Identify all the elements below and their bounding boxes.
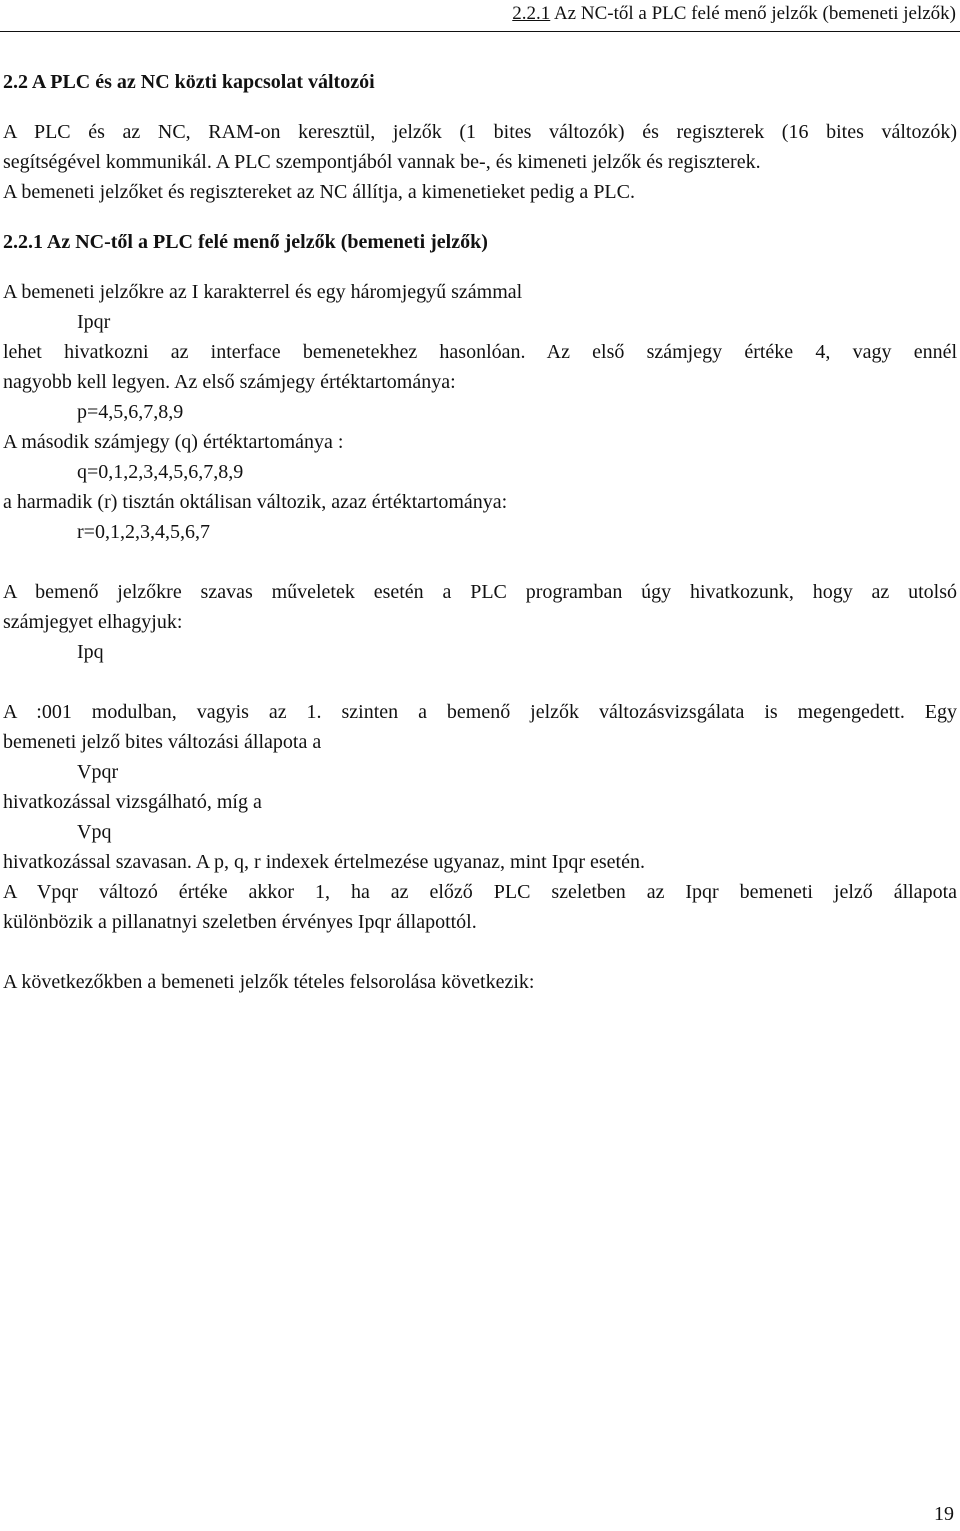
running-header-number: 2.2.1 (512, 3, 551, 24)
p-range: p=4,5,6,7,8,9 (77, 401, 184, 423)
paragraph-7a: A Vpqr változó értéke akkor 1, ha az előző PLC szeletben az Ipqr bemeneti jelző állapota (3, 881, 957, 903)
r-intro: a harmadik (r) tisztán oktálisan változik, azaz értéktartománya: (3, 491, 508, 513)
code-ipqr: Ipqr (77, 311, 111, 333)
paragraph-2b: nagyobb kell legyen. Az első számjegy értéktartománya: (3, 371, 456, 393)
code-ipq: Ipq (77, 641, 104, 663)
intro-line-1: A PLC és az NC, RAM-on keresztül, jelzők (1 bites változók) és regiszterek (16 bites változók) (3, 121, 957, 143)
paragraph-3b: számjegyet elhagyjuk: (3, 611, 183, 633)
r-range: r=0,1,2,3,4,5,6,7 (77, 521, 210, 543)
code-vpqr: Vpqr (77, 761, 119, 783)
paragraph-7b: különbözik a pillanatnyi szeletben érvényes Ipqr állapottól. (3, 911, 477, 933)
running-header-title: Az NC-től a PLC felé menő jelzők (bemeneti jelzők) (550, 3, 956, 24)
paragraph-4b: bemeneti jelző bites változási állapota a (3, 731, 322, 753)
page-content (3, 47, 957, 997)
page-number: 19 (934, 1503, 954, 1525)
paragraph-2a: lehet hivatkozni az interface bemenetekhez hasonlóan. Az első számjegy értéke 4, vagy ennél (3, 341, 957, 363)
code-vpq: Vpq (77, 821, 112, 843)
paragraph-6: hivatkozással szavasan. A p, q, r indexek értelmezése ugyanaz, mint Ipqr esetén. (3, 851, 645, 873)
paragraph-8: A következőkben a bemeneti jelzők tételes felsorolása következik: (3, 971, 535, 993)
paragraph-3a: A bemenő jelzőkre szavas műveletek esetén a PLC programban úgy hivatkozunk, hogy az utolsó (3, 581, 957, 603)
subsection-heading: 2.2.1 Az NC-től a PLC felé menő jelzők (bemeneti jelzők) (3, 231, 488, 253)
q-range: q=0,1,2,3,4,5,6,7,8,9 (77, 461, 244, 483)
paragraph-4a: A :001 modulban, vagyis az 1. szinten a bemenő jelzők változásvizsgálata is megengedett. Egy (3, 701, 957, 723)
q-intro: A második számjegy (q) értéktartománya : (3, 431, 344, 453)
intro-line-2: segítségével kommunikál. A PLC szempontjából vannak be-, és kimeneti jelzők és regiszterek. (3, 151, 761, 173)
header-rule (0, 31, 960, 32)
intro-line-3: A bemeneti jelzőket és regisztereket az NC állítja, a kimenetieket pedig a PLC. (3, 181, 635, 203)
running-header (512, 2, 956, 26)
paragraph-1: A bemeneti jelzőkre az I karakterrel és egy háromjegyű számmal (3, 281, 523, 303)
paragraph-5: hivatkozással vizsgálható, míg a (3, 791, 262, 813)
section-heading: 2.2 A PLC és az NC közti kapcsolat változói (3, 71, 375, 93)
